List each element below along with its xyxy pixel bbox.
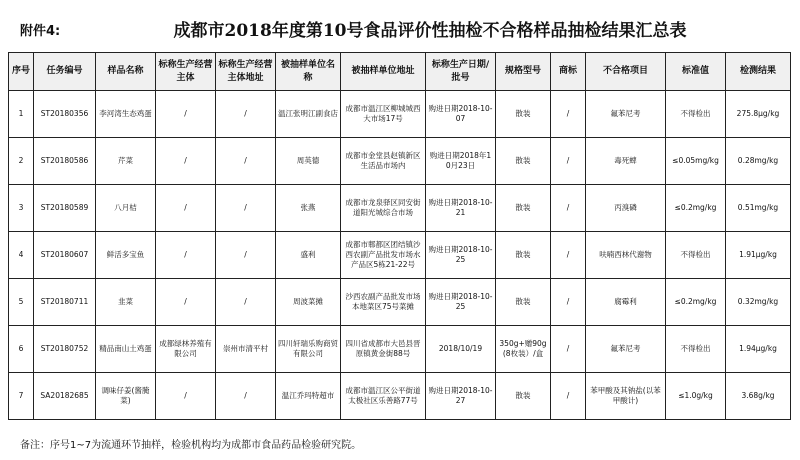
table-cell: 购进日期2018-10-27 [426, 373, 496, 420]
column-header: 商标 [551, 53, 586, 91]
table-cell: 购进日期2018-10-25 [426, 279, 496, 326]
table-row [9, 185, 791, 232]
table-row [9, 232, 791, 279]
table-cell: 八月桔 [96, 185, 156, 232]
table-cell: 1.94μg/kg [726, 326, 791, 373]
table-row [9, 326, 791, 373]
table-cell: / [156, 185, 216, 232]
table-cell: ST20180586 [34, 138, 96, 185]
table-row [9, 138, 791, 185]
table-cell: 购进日期2018-10-25 [426, 232, 496, 279]
table-cell: 盛利 [276, 232, 341, 279]
table-cell: / [216, 91, 276, 138]
table-cell: 精品南山土鸡蛋 [96, 326, 156, 373]
table-cell: / [551, 373, 586, 420]
table-cell: / [216, 232, 276, 279]
table-cell: / [216, 279, 276, 326]
table-cell: 3.68g/kg [726, 373, 791, 420]
table-cell: 成都市郫都区团结镇沙西农副产品批发市场水产品区5栋21-22号 [341, 232, 426, 279]
table-cell: 四川轩瑞乐购商贸有限公司 [276, 326, 341, 373]
table-cell: 2018/10/19 [426, 326, 496, 373]
table-cell: 散装 [496, 279, 551, 326]
footnote: 备注：序号1~7为流通环节抽样，检验机构均为成都市食品药品检验研究院。 [20, 440, 362, 451]
table-cell: 275.8μg/kg [726, 91, 791, 138]
table-cell: 1.91μg/kg [726, 232, 791, 279]
table-cell: 毒死蜱 [586, 138, 666, 185]
table-cell: 鲜活多宝鱼 [96, 232, 156, 279]
column-header: 标称生产经营主体 [156, 53, 216, 91]
table-row [9, 373, 791, 420]
table-cell: 散装 [496, 185, 551, 232]
table-cell: 张燕 [276, 185, 341, 232]
table-cell: SA20182685 [34, 373, 96, 420]
column-header: 样品名称 [96, 53, 156, 91]
column-header: 检测结果 [726, 53, 791, 91]
table-cell: ≤0.05mg/kg [666, 138, 726, 185]
column-header: 规格型号 [496, 53, 551, 91]
table-cell: 周波菜摊 [276, 279, 341, 326]
table-cell: / [216, 138, 276, 185]
table-cell: / [551, 91, 586, 138]
table-cell: 苯甲酸及其钠盐(以苯甲酸计) [586, 373, 666, 420]
table-cell: 7 [9, 373, 34, 420]
table-cell: 3 [9, 185, 34, 232]
table-cell: / [551, 279, 586, 326]
table-cell: 成都市温江区公平街道太极社区乐善路77号 [341, 373, 426, 420]
table-cell: / [156, 138, 216, 185]
table-cell: 调味仔姜(酱腌菜) [96, 373, 156, 420]
results-table [8, 52, 791, 420]
table-cell: 氟苯尼考 [586, 326, 666, 373]
table-cell: ≤0.2mg/kg [666, 185, 726, 232]
table-cell: 5 [9, 279, 34, 326]
table-cell: 周英德 [276, 138, 341, 185]
table-cell: 散装 [496, 138, 551, 185]
table-cell: 350g+赠90g(8枚装）/盒 [496, 326, 551, 373]
table-row [9, 91, 791, 138]
column-header: 标称生产经营主体地址 [216, 53, 276, 91]
table-cell: 1 [9, 91, 34, 138]
column-header: 序号 [9, 53, 34, 91]
table-cell: ST20180711 [34, 279, 96, 326]
table-cell: / [156, 279, 216, 326]
page-title: 成都市2018年度第10号食品评价性抽检不合格样品抽检结果汇总表 [173, 21, 687, 41]
table-cell: ST20180589 [34, 185, 96, 232]
table-cell: 4 [9, 232, 34, 279]
table-cell: / [156, 91, 216, 138]
table-cell: ≤0.2mg/kg [666, 279, 726, 326]
table-cell: 丙溴磷 [586, 185, 666, 232]
table-cell: 不得检出 [666, 232, 726, 279]
table-cell: 散装 [496, 91, 551, 138]
table-cell: 腐霉利 [586, 279, 666, 326]
table-cell: 6 [9, 326, 34, 373]
table-cell: / [156, 232, 216, 279]
table-cell: 成都市龙泉驿区同安街道阳光城综合市场 [341, 185, 426, 232]
table-cell: 不得检出 [666, 91, 726, 138]
table-cell: / [551, 326, 586, 373]
table-cell: / [216, 373, 276, 420]
table-cell: ST20180356 [34, 91, 96, 138]
table-cell: / [216, 185, 276, 232]
table-cell: 0.32mg/kg [726, 279, 791, 326]
table-cell: 成都市温江区柳城城西大市场17号 [341, 91, 426, 138]
table-cell: 散装 [496, 232, 551, 279]
table-cell: 购进日期2018-10-07 [426, 91, 496, 138]
table-cell: 呋喃西林代谢物 [586, 232, 666, 279]
table-cell: ST20180752 [34, 326, 96, 373]
column-header: 不合格项目 [586, 53, 666, 91]
table-row [9, 279, 791, 326]
table-cell: 购进日期2018-10-21 [426, 185, 496, 232]
table-cell: 韭菜 [96, 279, 156, 326]
column-header: 被抽样单位地址 [341, 53, 426, 91]
table-cell: 崇州市清平村 [216, 326, 276, 373]
table-cell: / [551, 138, 586, 185]
table-cell: 成都绿林养殖有限公司 [156, 326, 216, 373]
table-cell: ST20180607 [34, 232, 96, 279]
table-cell: 沙西农副产品批发市场本地菜区75号菜摊 [341, 279, 426, 326]
column-header: 被抽样单位名称 [276, 53, 341, 91]
table-cell: 温江张明江副食店 [276, 91, 341, 138]
table-cell: / [551, 232, 586, 279]
table-cell: 0.51mg/kg [726, 185, 791, 232]
table-cell: / [551, 185, 586, 232]
column-header: 标准值 [666, 53, 726, 91]
table-header-row [9, 53, 791, 91]
column-header: 任务编号 [34, 53, 96, 91]
table-cell: / [156, 373, 216, 420]
table-cell: 成都市金堂县赵镇新区生活品市场内 [341, 138, 426, 185]
table-cell: 购进日期2018年10月23日 [426, 138, 496, 185]
attachment-label: 附件4: [20, 24, 61, 39]
column-header: 标称生产日期/批号 [426, 53, 496, 91]
table-cell: 氟苯尼考 [586, 91, 666, 138]
table-cell: 李河湾生态鸡蛋 [96, 91, 156, 138]
table-cell: 0.28mg/kg [726, 138, 791, 185]
table-cell: 2 [9, 138, 34, 185]
table-cell: 温江乔玛特超市 [276, 373, 341, 420]
table-cell: 散装 [496, 373, 551, 420]
table-cell: 不得检出 [666, 326, 726, 373]
table-cell: ≤1.0g/kg [666, 373, 726, 420]
table-cell: 芹菜 [96, 138, 156, 185]
table-cell: 四川省成都市大邑县晋原镇黄金街88号 [341, 326, 426, 373]
